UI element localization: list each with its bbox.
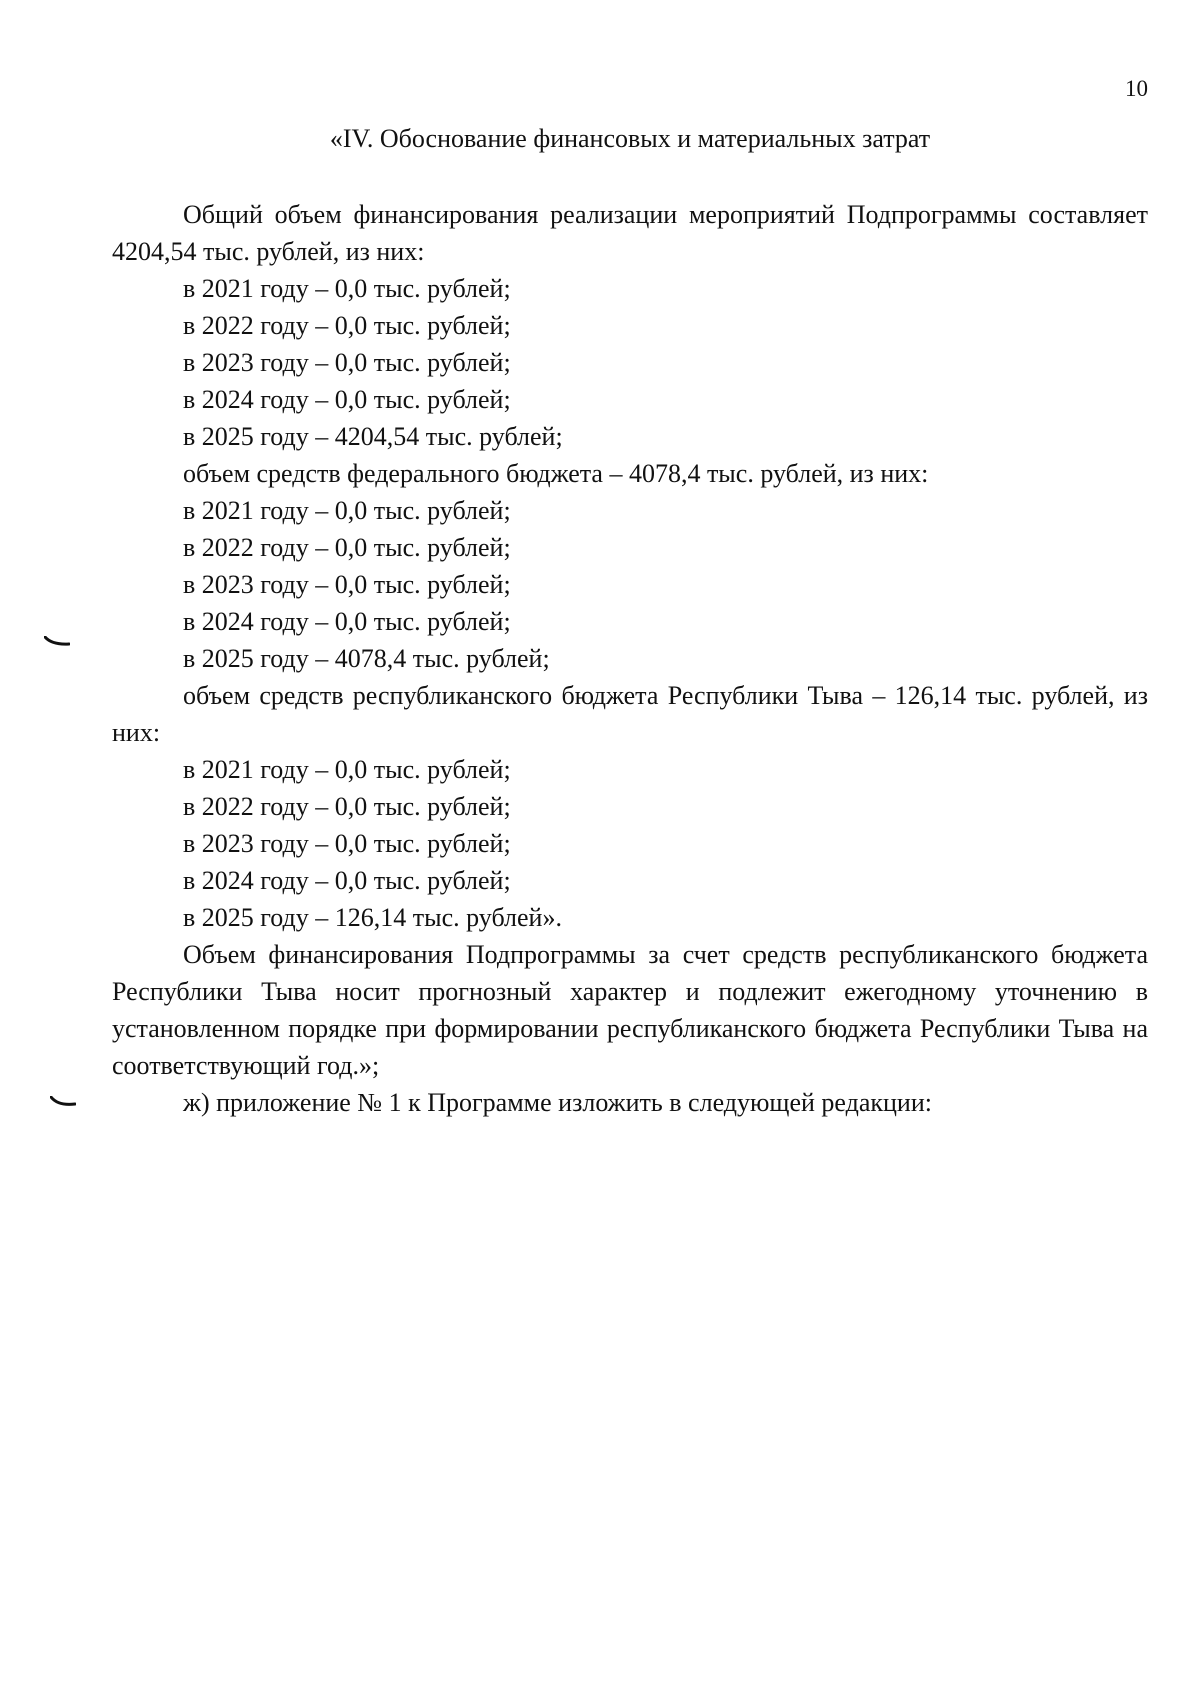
republican-year-line: в 2023 году – 0,0 тыс. рублей;: [183, 829, 511, 858]
page-number: 10: [1125, 76, 1148, 101]
federal-year-line: в 2023 году – 0,0 тыс. рублей;: [183, 570, 511, 599]
republican-year-line: в 2022 году – 0,0 тыс. рублей;: [183, 792, 511, 821]
federal-year-line: в 2024 году – 0,0 тыс. рублей;: [183, 607, 511, 636]
federal-funding-line: объем средств федерального бюджета – 4078,4 тыс. рублей, из них:: [183, 459, 929, 488]
total-year-line: в 2022 году – 0,0 тыс. рублей;: [183, 311, 511, 340]
total-funding-paragraph: Общий объем финансирования реализации мероприятий Подпрограммы составляет 4204,54 тыс. рублей, из них:: [112, 200, 1148, 266]
section-heading: «IV. Обоснование финансовых и материальных затрат: [329, 124, 931, 153]
document-body: [112, 196, 1148, 1121]
scan-margin-mark: [50, 1096, 76, 1108]
federal-year-line: в 2021 году – 0,0 тыс. рублей;: [183, 496, 511, 525]
republican-year-line: в 2024 году – 0,0 тыс. рублей;: [183, 866, 511, 895]
federal-year-line: в 2025 году – 4078,4 тыс. рублей;: [183, 644, 550, 673]
total-year-line: в 2024 году – 0,0 тыс. рублей;: [183, 385, 511, 414]
appendix-instruction: ж) приложение № 1 к Программе изложить в следующей редакции:: [183, 1088, 932, 1117]
federal-year-line: в 2022 году – 0,0 тыс. рублей;: [183, 533, 511, 562]
republican-funding-paragraph: объем средств республиканского бюджета Республики Тыва – 126,14 тыс. рублей, из них:: [112, 681, 1148, 747]
republican-year-line: в 2025 году – 126,14 тыс. рублей».: [183, 903, 562, 932]
total-year-line: в 2023 году – 0,0 тыс. рублей;: [183, 348, 511, 377]
total-year-line: в 2021 году – 0,0 тыс. рублей;: [183, 274, 511, 303]
forecast-paragraph: Объем финансирования Подпрограммы за счет средств республиканского бюджета Республики Тыва носит прогнозный характер и подлежит ежегодному уточнению в установленном порядке при формировании республиканского бюджета Республики Тыва на соответствующий год.»;: [112, 940, 1148, 1080]
total-year-line: в 2025 году – 4204,54 тыс. рублей;: [183, 422, 563, 451]
republican-year-line: в 2021 году – 0,0 тыс. рублей;: [183, 755, 511, 784]
scan-margin-mark: [44, 636, 70, 648]
